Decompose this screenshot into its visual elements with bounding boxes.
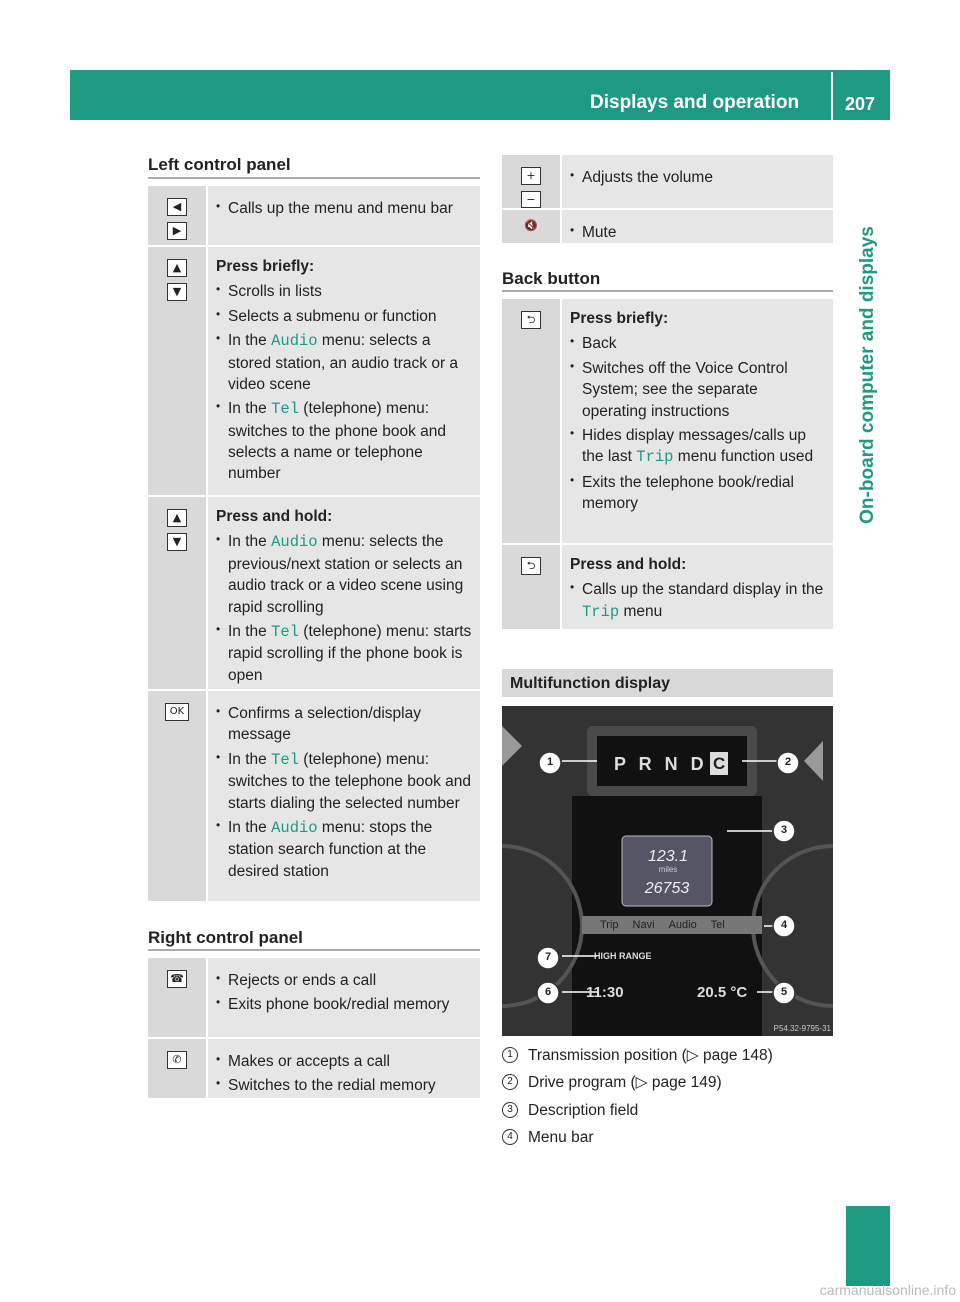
key-cell — [502, 210, 562, 243]
volume-up-icon: + — [521, 167, 541, 185]
temperature-display: 20.5 °C — [697, 984, 748, 1001]
list-item: • Confirms a selection/display message — [216, 703, 472, 746]
desc-cell — [208, 958, 480, 1037]
back-icon: ⮌ — [521, 311, 541, 329]
down-arrow-icon: ▼ — [167, 533, 187, 551]
legend-item — [502, 1127, 833, 1148]
press-label: Press briefly: — [570, 310, 669, 327]
left-panel-table — [148, 186, 480, 903]
desc-cell — [562, 545, 833, 629]
back-button-title: Back button — [502, 269, 601, 288]
up-arrow-icon: ▲ — [167, 259, 187, 277]
desc-cell — [562, 210, 833, 243]
list-item: • Makes or accepts a call — [216, 1051, 472, 1072]
table-row — [502, 545, 833, 631]
up-arrow-icon: ▲ — [167, 509, 187, 527]
list-item: • Calls up the menu and menu bar — [216, 198, 472, 219]
left-arrow-icon: ◀ — [167, 198, 187, 216]
right-panel-title: Right control panel — [148, 928, 303, 947]
legend-item — [502, 1045, 833, 1066]
callout-3: 3 — [780, 824, 788, 836]
down-arrow-icon: ▼ — [167, 283, 187, 301]
tel-menu-code: Tel — [271, 622, 299, 641]
list-item: • Exits the telephone book/redial memory — [570, 472, 825, 515]
list-item: • In the Tel (telephone) menu: starts rapid scrolling if the phone book is open — [216, 621, 472, 686]
list-item: • In the Tel (telephone) menu: switches to the phone book and selects a name or telephone number — [216, 398, 472, 485]
right-arrow-icon: ▶ — [167, 222, 187, 240]
legend-number: 2 — [502, 1074, 518, 1090]
key-cell — [502, 545, 562, 629]
trip-menu-code: Trip — [582, 602, 620, 621]
key-cell — [148, 691, 208, 901]
key-cell — [502, 299, 562, 543]
list-item: • Hides display messages/calls up the last Trip menu function used — [570, 425, 825, 469]
back-icon: ⮌ — [521, 557, 541, 575]
list-item: • Rejects or ends a call — [216, 970, 472, 991]
list-item: • Selects a submenu or function — [216, 306, 472, 327]
legend-list — [502, 1045, 833, 1155]
display-value-1: 123.1 — [647, 848, 689, 865]
table-row — [502, 210, 833, 245]
legend-number: 3 — [502, 1102, 518, 1118]
desc-cell — [208, 247, 480, 495]
accept-call-icon: ✆ — [167, 1051, 187, 1069]
display-unit: miles — [658, 865, 678, 874]
key-cell — [148, 958, 208, 1037]
list-item: • Scrolls in lists — [216, 281, 472, 302]
table-row — [148, 691, 480, 903]
table-row — [502, 299, 833, 545]
key-cell — [148, 497, 208, 689]
callout-7: 7 — [544, 951, 552, 963]
key-cell — [148, 1039, 208, 1098]
display-value-2: 26753 — [644, 880, 690, 897]
drive-program-indicator: C — [710, 752, 728, 775]
audio-menu-code: Audio — [271, 818, 318, 837]
watermark: carmanualsonline.info — [819, 1281, 956, 1298]
menu-trip: Trip — [600, 919, 619, 931]
list-item: • In the Audio menu: stops the station search function at the desired station — [216, 817, 472, 882]
key-cell — [148, 247, 208, 495]
header-title: Displays and operation — [590, 92, 800, 113]
list-item: • Calls up the standard display in the Trip menu — [570, 579, 825, 623]
header-separator — [831, 72, 833, 120]
menu-navi: Navi — [632, 919, 655, 931]
callout-5: 5 — [780, 986, 788, 998]
table-row — [502, 155, 833, 210]
volume-table — [502, 155, 833, 245]
figure-code: P54.32-9795-31 — [773, 1023, 831, 1033]
menu-tel: Tel — [710, 919, 725, 931]
list-item: • Adjusts the volume — [570, 167, 825, 188]
back-table — [502, 299, 833, 631]
callout-4: 4 — [780, 919, 788, 931]
legend-text: Transmission position (▷ page 148) — [528, 1047, 773, 1064]
table-row — [148, 958, 480, 1039]
legend-number: 4 — [502, 1129, 518, 1145]
menu-audio: Audio — [668, 919, 697, 931]
callout-1: 1 — [546, 756, 554, 768]
legend-item — [502, 1100, 833, 1121]
multifunction-title: Multifunction display — [502, 669, 833, 697]
divider — [502, 290, 833, 292]
desc-cell — [208, 497, 480, 689]
audio-menu-code: Audio — [271, 332, 318, 351]
range-text: HIGH RANGE — [594, 951, 652, 961]
volume-down-icon: − — [521, 191, 541, 209]
desc-cell — [208, 691, 480, 901]
legend-item — [502, 1072, 833, 1093]
side-label-text: On-board computer and displays — [856, 226, 878, 524]
left-panel-title: Left control panel — [148, 155, 291, 174]
press-label: Press briefly: — [216, 258, 315, 275]
right-panel-table — [148, 958, 480, 1100]
list-item: • Switches off the Voice Control System; see the separate operating instructions — [570, 358, 825, 422]
legend-text: Description field — [528, 1101, 639, 1119]
list-item: • In the Tel (telephone) menu: switches to the telephone book and starts dialing the selected number — [216, 749, 472, 814]
table-row — [148, 1039, 480, 1100]
ok-icon: OK — [165, 703, 189, 721]
legend-text: Menu bar — [528, 1129, 594, 1147]
desc-cell — [562, 155, 833, 208]
page-number: 207 — [845, 94, 876, 114]
divider — [148, 177, 480, 179]
time-display: 11:30 — [586, 984, 624, 1001]
list-item: • Exits phone book/redial memory — [216, 994, 472, 1015]
table-row — [148, 186, 480, 247]
divider — [148, 949, 480, 951]
list-item: • Mute — [570, 222, 825, 243]
callout-6: 6 — [544, 986, 552, 998]
key-cell — [502, 155, 562, 208]
desc-cell — [208, 1039, 480, 1098]
instrument-cluster-photo — [502, 706, 833, 1036]
list-item: • In the Audio menu: selects a stored station, an audio track or a video scene — [216, 330, 472, 395]
mute-icon: 🔇 — [524, 219, 538, 232]
tel-menu-code: Tel — [271, 750, 299, 769]
press-label: Press and hold: — [216, 508, 333, 525]
press-label: Press and hold: — [570, 556, 687, 573]
side-tab — [846, 170, 890, 580]
table-row — [148, 497, 480, 691]
desc-cell — [208, 186, 480, 245]
list-item: • Switches to the redial memory — [216, 1075, 472, 1096]
menu-bar — [600, 918, 725, 933]
side-block — [846, 1206, 890, 1286]
list-item: • In the Audio menu: selects the previous/next station or selects an audio track or a video scene using rapid scrolling — [216, 531, 472, 618]
audio-menu-code: Audio — [271, 533, 318, 552]
legend-text: Drive program (▷ page 149) — [528, 1074, 722, 1092]
list-item: • Back — [570, 333, 825, 354]
trip-menu-code: Trip — [636, 448, 674, 467]
desc-cell — [562, 299, 833, 543]
callout-2: 2 — [784, 756, 792, 768]
gear-indicator: P R N D — [614, 754, 708, 774]
tel-menu-code: Tel — [271, 400, 299, 419]
legend-number: 1 — [502, 1047, 518, 1063]
key-cell — [148, 186, 208, 245]
table-row — [148, 247, 480, 497]
end-call-icon: ☎ — [167, 970, 187, 988]
